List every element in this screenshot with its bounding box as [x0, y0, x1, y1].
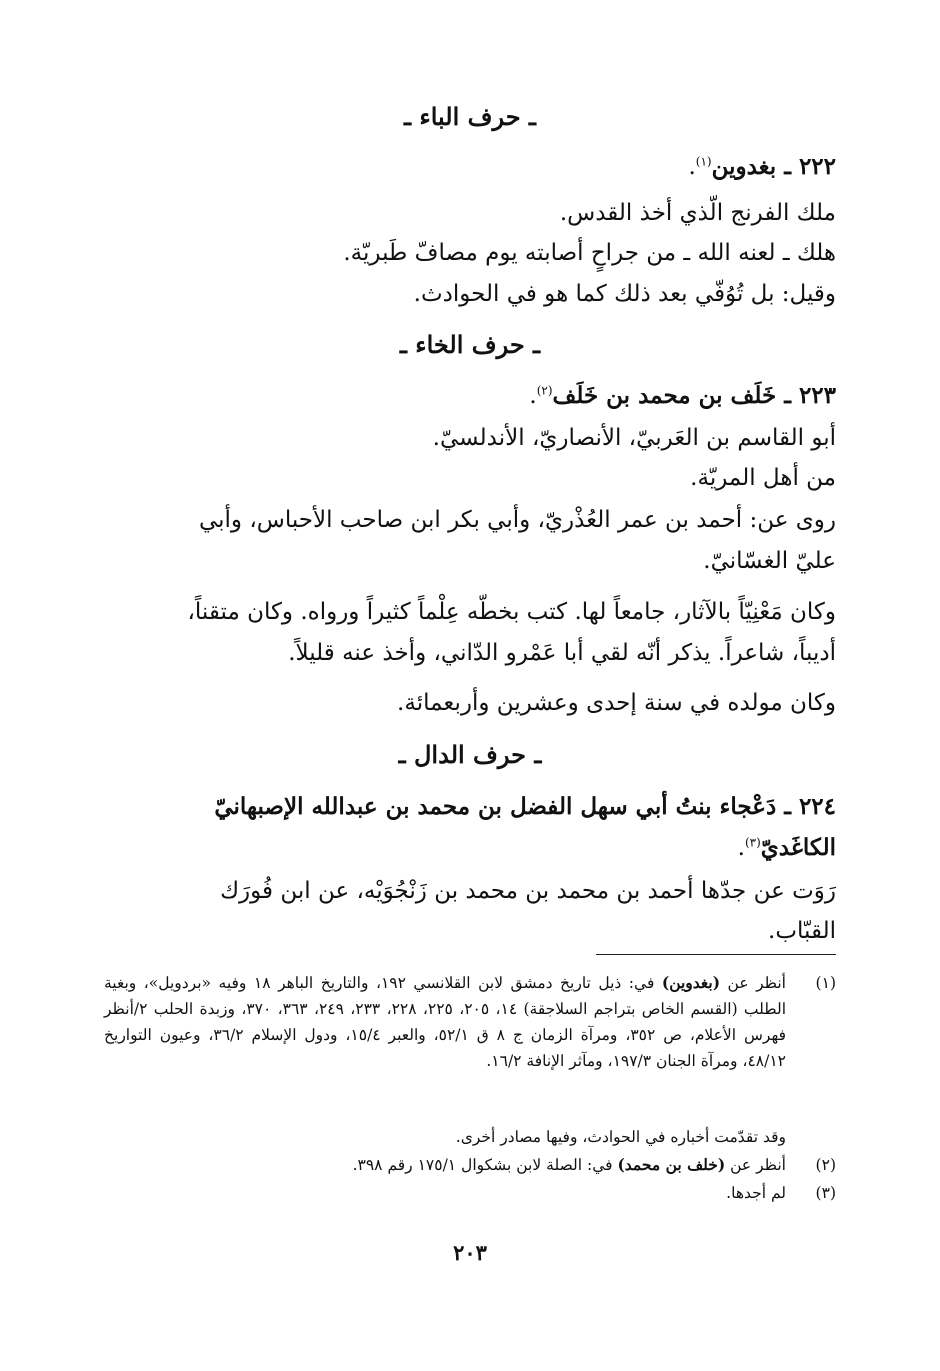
entry-224-heading-line-1: ٢٢٤ ـ دَعْجاء بنتُ أبي سهل الفضل بن محمد بن عبدالله الإصبهانيّ [214, 793, 836, 820]
footnote-3 [104, 1180, 836, 1206]
entry-222-line-1: ملك الفرنج الّذي أخذ القدس. [559, 200, 836, 226]
entry-223-line-1: أبو القاسم بن العَربيّ، الأنصاريّ، الأندلسيّ. [432, 425, 836, 451]
entry-223-line-3: روى عن: أحمد بن عمر العُذْريّ، وأبي بكر ابن صاحب الأحباس، وأبي [198, 507, 836, 533]
footnote-1-number: (١) [815, 974, 836, 992]
footnote-1-extra: وقد تقدّمت أخباره في الحوادث، وفيها مصادر أخرى. [455, 1128, 786, 1146]
entry-224-line-1: رَوَت عن جدّها أحمد بن محمد بن محمد بن زَنْجُوَيْه، عن ابن فُورَك [220, 878, 836, 904]
entry-223-line-2: من أهل المريّة. [690, 465, 836, 491]
section-heading-kha: ـ حرف الخاء ـ [399, 330, 541, 359]
footnote-1 [104, 970, 836, 1074]
entry-224-line-2: القبّاب. [768, 918, 836, 944]
entry-222-line-3: وقيل: بل تُوُفّي بعد ذلك كما هو في الحوادث. [413, 281, 836, 307]
footnote-2-text: أنظر عن (خلف بن محمد) في: الصلة لابن بشكوال ١٧٥/١ رقم ٣٩٨. [352, 1155, 786, 1174]
section-heading-ba: ـ حرف الباء ـ [404, 102, 536, 131]
entry-223-line-7: وكان مولده في سنة إحدى وعشرين وأربعمائة. [397, 690, 836, 716]
footnote-1-text: أنظر عن (بغدوين) في: ذيل تاريخ دمشق لابن القلانسي ١٩٢، والتاريخ الباهر ١٨ وفيه «بردويل»، وبغية الطلب (القسم الخاص بتراجم السلاجقة) ١٤، ٢٠٥، ٢٢٥، ٢٢٨، ٢٣٣، ٢٤٩، ٣٦٣، ٣٧٠، وزبدة الحلب ٢/أنظر فهرس الأعلام، ص ٣٥٢، ومرآة الزمان ج ٨ ق ٥٢/١، والعبر ١٥/٤، ودول الإسلام ٣٦/٢، وعيون التواريخ ٤٨/١٢، ومرآة الجنان ١٩٧/٣، ومآثر الإنافة ١٦/٢. [104, 973, 787, 1070]
entry-223-line-4: عليّ الغسّانيّ. [703, 548, 836, 574]
footnote-ref-1[interactable]: (١) [695, 154, 712, 169]
entry-223-title: ٢٢٣ ـ خَلَف بن محمد بن خَلَف [552, 382, 836, 409]
entry-224-title-end: الكاغَديّ [760, 834, 836, 861]
entry-224-heading-line-2: الكاغَديّ$^{(٣)}$. [737, 834, 836, 861]
entry-222-title: ٢٢٢ ـ بغدوين [711, 153, 836, 180]
footnote-3-number: (٣) [815, 1184, 836, 1202]
entry-223-heading: ٢٢٣ ـ خَلَف بن محمد بن خَلَف$^{(٢)}$. [529, 382, 836, 409]
entry-222-heading: ٢٢٢ ـ بغدوين$^{(١)}$. [688, 153, 836, 180]
entry-223-line-5: وكان مَعْنِيّاً بالآثار، جامعاً لها. كتب بخطّه عِلْماً كثيراً ورواه. وكان متقناً، [187, 599, 836, 625]
footnote-3-text: لم أجدها. [726, 1184, 786, 1202]
footnote-2-number: (٢) [815, 1156, 836, 1174]
page-number: ٢٠٣ [453, 1240, 487, 1265]
footnote-ref-2[interactable]: (٢) [536, 383, 553, 398]
entry-222-line-2: هلك ـ لعنه الله ـ من جراحٍ أصابته يوم مصافّ طَبريّة. [343, 240, 836, 266]
section-heading-dal: ـ حرف الدال ـ [398, 740, 542, 769]
entry-223-line-6: أديباً، شاعراً. يذكر أنّه لقي أبا عَمْرو الدّاني، وأخذ عنه قليلاً. [288, 640, 836, 666]
footnote-2 [104, 1152, 836, 1178]
footnote-separator [596, 954, 836, 955]
footnote-ref-3[interactable]: (٣) [744, 835, 761, 850]
